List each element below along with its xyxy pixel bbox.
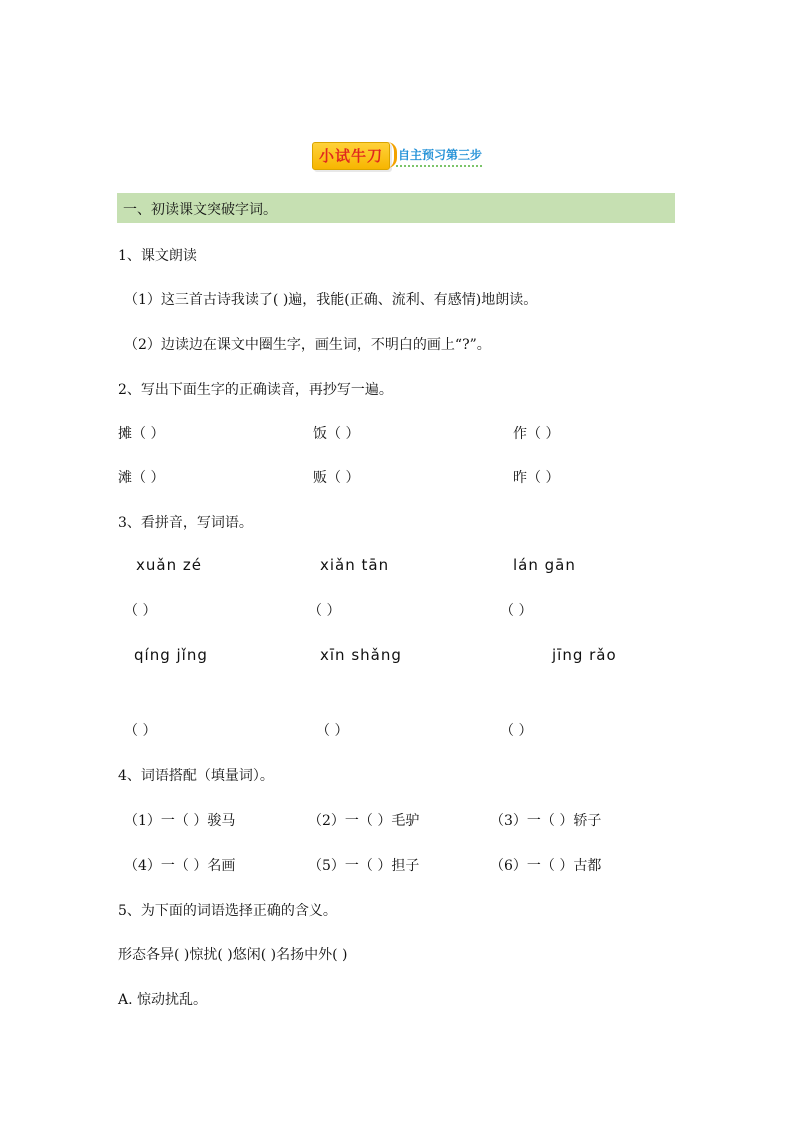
q5-title: 5、为下面的词语选择正确的含义。	[118, 903, 337, 919]
q2-cell: 饭（ ）	[313, 426, 360, 442]
q4-item: （6）一（ ）古都	[490, 858, 602, 874]
banner-underline	[396, 165, 482, 167]
pinyin: xiǎn tān	[320, 556, 390, 574]
q4-title: 4、词语搭配（填量词）。	[118, 768, 274, 784]
pinyin: xuǎn zé	[136, 556, 202, 574]
q4-item: （5）一（ ）担子	[308, 858, 420, 874]
q4-item: （2）一（ ）毛驴	[308, 813, 420, 829]
q1-item2: （2）边读边在课文中圈生字，画生词，不明白的画上“?”。	[124, 337, 491, 353]
q4-item: （4）一（ ）名画	[124, 858, 236, 874]
section-banner	[312, 140, 482, 170]
q2-title: 2、写出下面生字的正确读音，再抄写一遍。	[118, 382, 393, 398]
q3-title: 3、看拼音，写词语。	[118, 515, 253, 531]
section-title: 一、初读课文突破字词。	[123, 202, 277, 218]
banner-subtitle: 自主预习第三步	[398, 148, 483, 162]
pinyin: qíng jǐng	[134, 646, 208, 664]
q2-cell: 滩（ ）	[118, 470, 165, 486]
answer-blank: （ ）	[308, 603, 341, 619]
answer-blank: （ ）	[500, 603, 533, 619]
banner-badge	[312, 142, 390, 170]
answer-blank: （ ）	[124, 603, 157, 619]
q4-item: （3）一（ ）轿子	[490, 813, 602, 829]
q1-title: 1、课文朗读	[118, 248, 197, 264]
pinyin: lán gān	[513, 556, 576, 574]
q5-option-a: A. 惊动扰乱。	[118, 992, 208, 1008]
q2-cell: 摊（ ）	[118, 426, 165, 442]
q2-cell: 昨（ ）	[513, 470, 560, 486]
pinyin: jīng rǎo	[552, 646, 617, 664]
pinyin: xīn shǎng	[320, 646, 402, 664]
q5-words: 形态各异( )惊扰( )悠闲( )名扬中外( )	[118, 947, 348, 963]
q2-cell: 作（ ）	[513, 426, 560, 442]
q1-item1: （1）这三首古诗我读了( )遍，我能(正确、流利、有感情)地朗读。	[124, 292, 538, 308]
section-header	[117, 193, 675, 223]
answer-blank: （ ）	[500, 723, 533, 739]
q4-item: （1）一（ ）骏马	[124, 813, 236, 829]
q2-cell: 贩（ ）	[313, 470, 360, 486]
answer-blank: （ ）	[316, 723, 349, 739]
banner-badge-label: 小试牛刀	[318, 147, 383, 165]
answer-blank: （ ）	[124, 723, 157, 739]
